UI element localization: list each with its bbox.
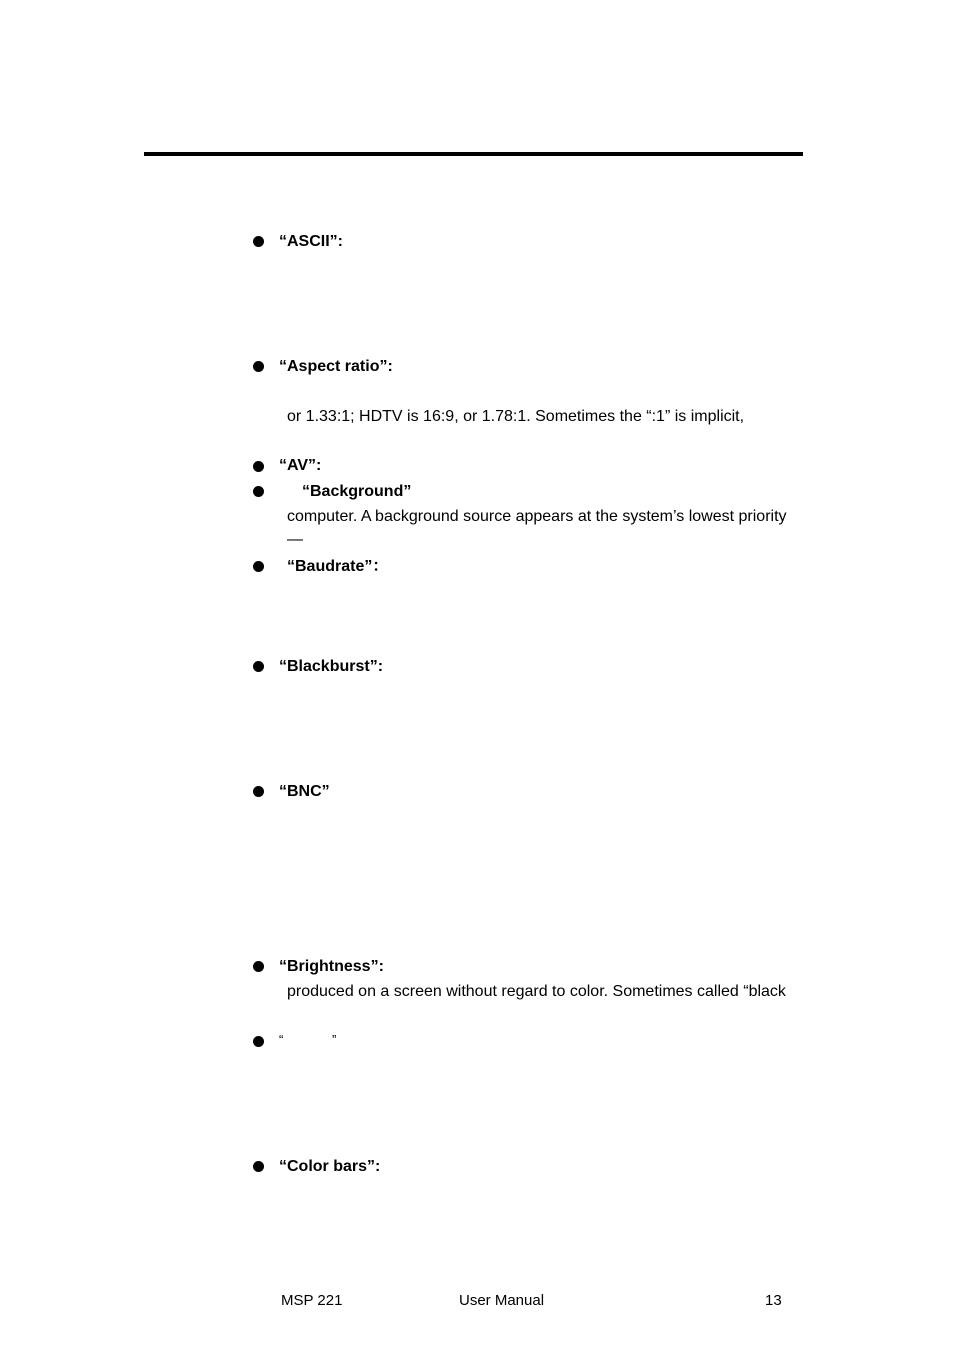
term-blackburst: “Blackburst”: [279,658,384,675]
footer-title: User Manual [459,1292,545,1309]
bullet-icon [253,661,264,672]
bullet-icon [253,561,264,572]
term-open-quote: “ [279,1032,284,1047]
aspect-ratio-text: or 1.33:1; HDTV is 16:9, or 1.78:1. Sometimes the “:1” is implicit, [287,408,745,425]
bullet-icon [253,236,264,247]
bullet-icon [253,1161,264,1172]
bullet-icon [253,361,264,372]
term-bnc: “BNC” [279,783,330,800]
term-ascii: “ASCII”: [279,233,343,250]
term-brightness: “Brightness”: [279,958,384,975]
bullet-icon [253,461,264,472]
background-text-dash: — [287,531,303,548]
brightness-text: produced on a screen without regard to color. Sometimes called “black [287,983,786,1000]
term-baudrate: “Baudrate”： [287,558,389,575]
term-aspect-ratio: “Aspect ratio”: [279,358,393,375]
header-rule [144,152,803,156]
bullet-icon [253,486,264,497]
term-av: “AV”: [279,457,322,474]
bullet-icon [253,961,264,972]
bullet-icon [253,786,264,797]
term-close-quote: ” [332,1032,337,1047]
background-text: computer. A background source appears at the system’s lowest priority [287,508,787,525]
term-background: “Background” [302,483,412,500]
term-color-bars: “Color bars”: [279,1158,381,1175]
bullet-icon [253,1036,264,1047]
footer-model: MSP 221 [281,1292,343,1309]
footer-page-number: 13 [765,1292,782,1309]
